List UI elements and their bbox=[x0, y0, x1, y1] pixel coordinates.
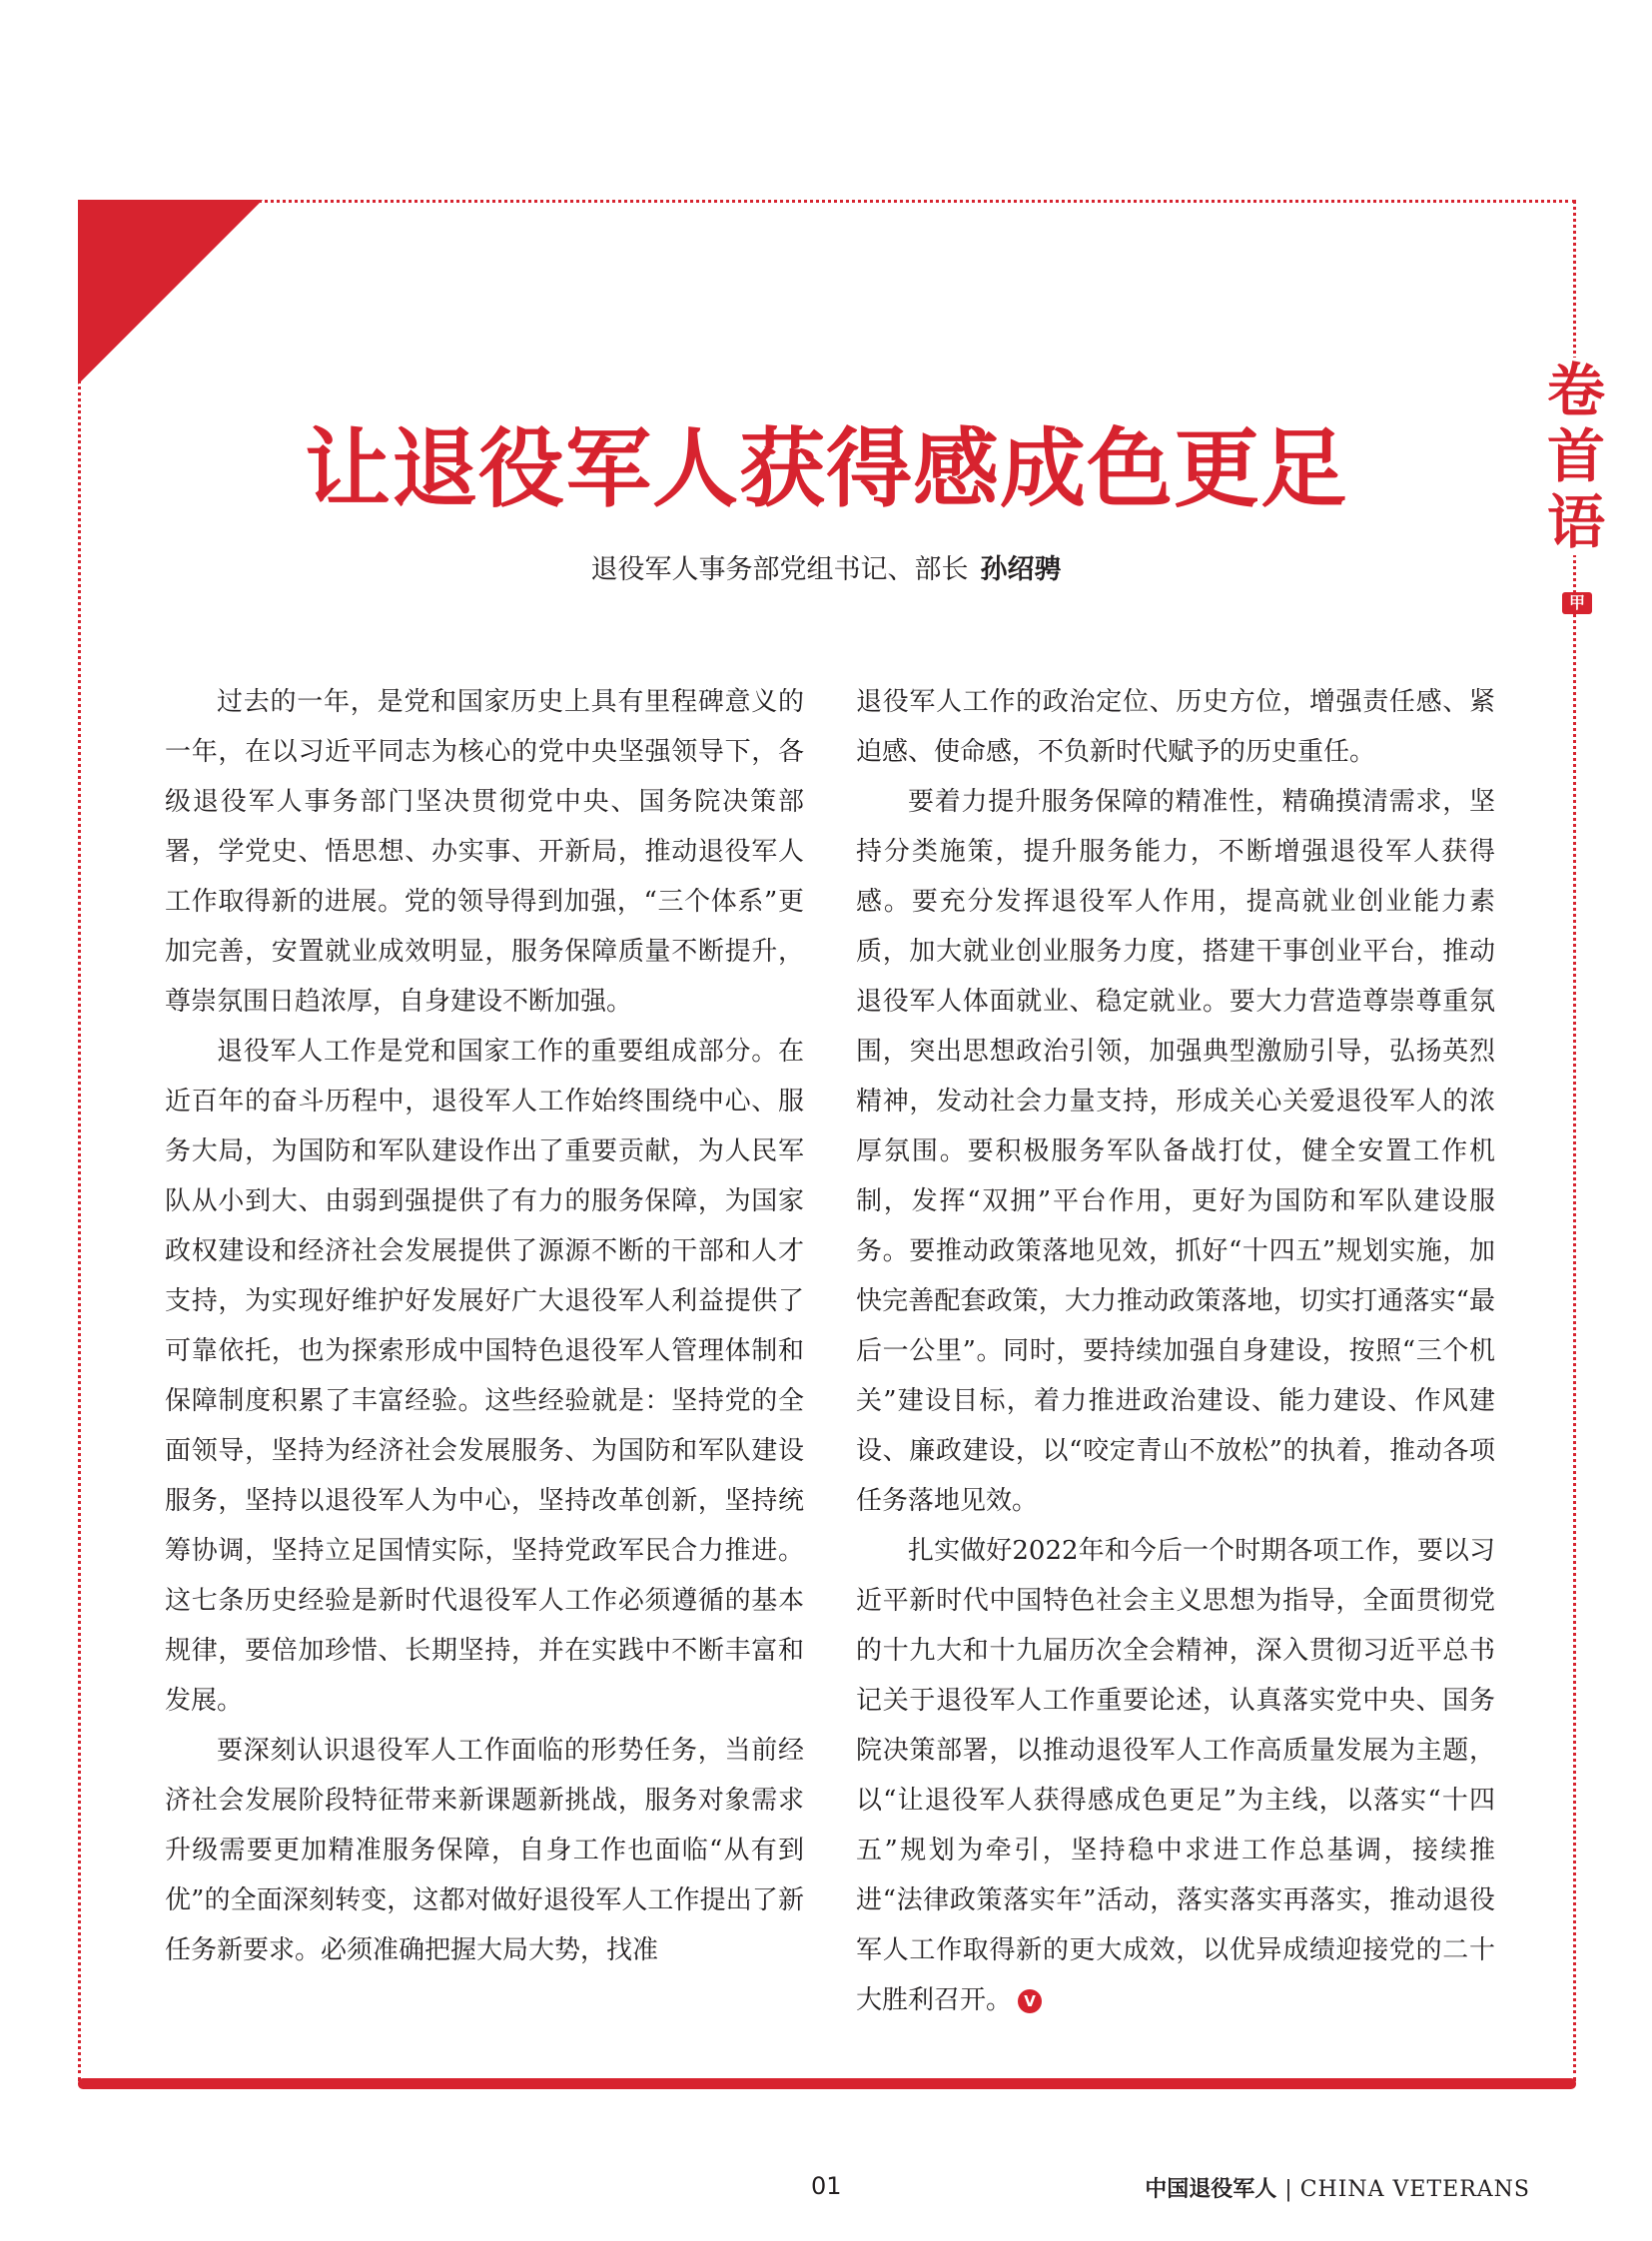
section-badge-icon: 甲 bbox=[1562, 592, 1592, 614]
paragraph: 要着力提升服务保障的精准性，精确摸清需求，坚持分类施策，提升服务能力，不断增强退役军人获得感。要充分发挥退役军人作用，提高就业创业能力素质，加大就业创业服务力度，搭建干事创业平台，推动退役军人体面就业、稳定就业。要大力营造尊崇尊重氛围，突出思想政治引领，加强典型激励引导，弘扬英烈精神，发动社会力量支持，形成关心关爱退役军人的浓厚氛围。要积极服务军队备战打仗，健全安置工作机制，发挥“双拥”平台作用，更好为国防和军队建设服务。要推动政策落地见效，抓好“十四五”规划实施，加快完善配套政策，大力推动政策落地，切实打通落实“最后一公里”。同时，要持续加强自身建设，按照“三个机关”建设目标，着力推进政治建设、能力建设、作风建设、廉政建设，以“咬定青山不放松”的执着，推动各项任务落地见效。 bbox=[856, 787, 1495, 1516]
byline bbox=[0, 547, 1652, 586]
left-column bbox=[165, 677, 804, 1975]
bottom-rule bbox=[78, 2078, 1576, 2089]
section-tag-char: 首 bbox=[1546, 422, 1605, 490]
paragraph bbox=[856, 1526, 1495, 2025]
author-position: 退役军人事务部党组书记、部长 bbox=[590, 554, 969, 585]
paragraph-text: 扎实做好2022年和今后一个时期各项工作，要以习近平新时代中国特色社会主义思想为指导，全面贯彻党的十九大和十九届历次全会精神，深入贯彻习近平总书记关于退役军人工作重要论述，认真落实党中央、国务院决策部署，以推动退役军人工作高质量发展为主题，以“让退役军人获得感成色更足”为主线，以落实“十四五”规划为牵引，坚持稳中求进工作总基调，接续推进“法律政策落实年”活动，落实落实再落实，推动退役军人工作取得新的更大成效，以优异成绩迎接党的二十大胜利召开。 bbox=[856, 1536, 1495, 2015]
right-column bbox=[856, 677, 1495, 2025]
section-tag-char: 语 bbox=[1546, 488, 1605, 556]
section-tag-char: 卷 bbox=[1546, 357, 1605, 424]
page-number: 01 bbox=[811, 2172, 842, 2200]
magazine-footer bbox=[1145, 2172, 1530, 2203]
magazine-name-cn: 中国退役军人 bbox=[1145, 2177, 1277, 2202]
magazine-name-en: CHINA VETERANS bbox=[1299, 2177, 1530, 2202]
footer-separator: | bbox=[1284, 2177, 1292, 2202]
corner-triangle bbox=[78, 200, 263, 384]
article-title: 让退役军人获得感成色更足 bbox=[305, 419, 1347, 519]
paragraph: 过去的一年，是党和国家历史上具有里程碑意义的一年，在以习近平同志为核心的党中央坚强领导下，各级退役军人事务部门坚决贯彻党中央、国务院决策部署，学党史、悟思想、办实事、开新局，推动退役军人工作取得新的进展。党的领导得到加强，“三个体系”更加完善，安置就业成效明显，服务保障质量不断提升，尊崇氛围日趋浓厚，自身建设不断加强。 bbox=[165, 687, 804, 1017]
paragraph-continued: 退役军人工作的政治定位、历史方位，增强责任感、紧迫感、使命感，不负新时代赋予的历史重任。 bbox=[856, 687, 1495, 767]
paragraph: 退役军人工作是党和国家工作的重要组成部分。在近百年的奋斗历程中，退役军人工作始终围绕中心、服务大局，为国防和军队建设作出了重要贡献，为人民军队从小到大、由弱到强提供了有力的服务保障，为国家政权建设和经济社会发展提供了源源不断的干部和人才支持，为实现好维护好发展好广大退役军人利益提供了可靠依托，也为探索形成中国特色退役军人管理体制和保障制度积累了丰富经验。这些经验就是：坚持党的全面领导，坚持为经济社会发展服务、为国防和军队建设服务，坚持以退役军人为中心，坚持改革创新，坚持统筹协调，坚持立足国情实际，坚持党政军民合力推进。这七条历史经验是新时代退役军人工作必须遵循的基本规律，要倍加珍惜、长期坚持，并在实践中不断丰富和发展。 bbox=[165, 1037, 804, 1716]
paragraph: 要深刻认识退役军人工作面临的形势任务，当前经济社会发展阶段特征带来新课题新挑战，服务对象需求升级需要更加精准服务保障，自身工作也面临“从有到优”的全面深刻转变，这都对做好退役军人工作提出了新任务新要求。必须准确把握大局大势，找准 bbox=[165, 1736, 804, 1965]
end-mark-icon: V bbox=[1018, 1989, 1042, 2013]
author-name: 孙绍骋 bbox=[980, 554, 1062, 585]
